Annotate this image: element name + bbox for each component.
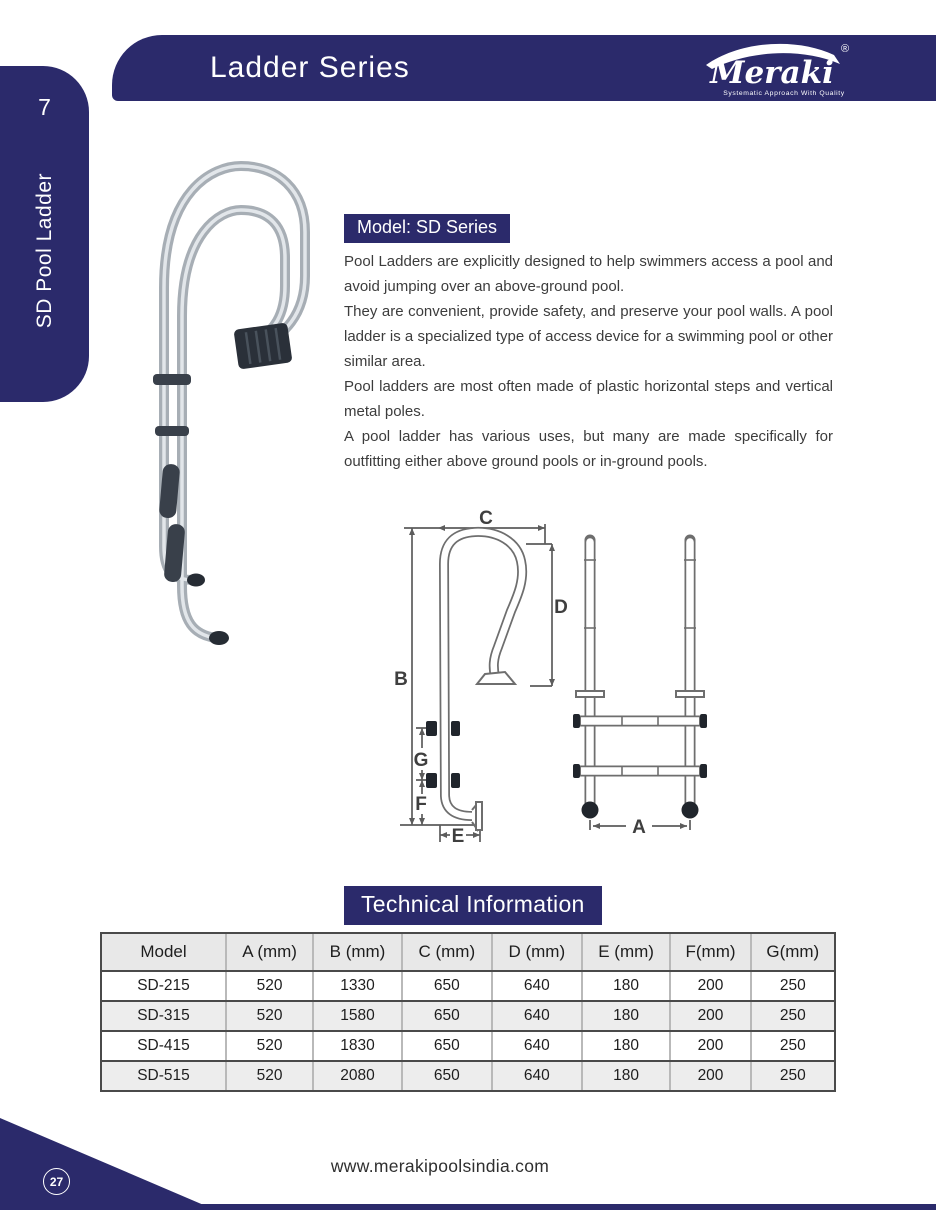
- header-row: [101, 933, 835, 971]
- dim-label-f: F: [415, 794, 427, 815]
- value-cell: 200: [670, 971, 750, 1001]
- description-paragraph: They are convenient, provide safety, and preserve your pool walls. A pool ladder is a specialized type of access device for a swimming pool or other similar area.: [344, 303, 833, 370]
- meraki-logo: [688, 38, 872, 100]
- model-cell: SD-215: [101, 971, 226, 1001]
- value-cell: 640: [492, 1031, 582, 1061]
- spec-table-head: [101, 933, 835, 971]
- value-cell: 180: [582, 971, 671, 1001]
- value-cell: 650: [402, 1001, 492, 1031]
- logo-brand-name: Meraki: [710, 55, 834, 91]
- dim-label-a: A: [632, 817, 646, 838]
- value-cell: 1330: [313, 971, 402, 1001]
- dim-label-c: C: [479, 508, 493, 529]
- value-cell: 520: [226, 1061, 313, 1091]
- table-row: [101, 1001, 835, 1031]
- model-cell: SD-415: [101, 1031, 226, 1061]
- dim-label-d: D: [554, 597, 568, 618]
- table-row: [101, 971, 835, 1001]
- value-cell: 200: [670, 1061, 750, 1091]
- table-header-cell: G(mm): [751, 933, 835, 971]
- dim-label-b: B: [394, 669, 408, 690]
- value-cell: 520: [226, 1031, 313, 1061]
- value-cell: 650: [402, 971, 492, 1001]
- table-header-cell: B (mm): [313, 933, 402, 971]
- value-cell: 180: [582, 1061, 671, 1091]
- value-cell: 640: [492, 1061, 582, 1091]
- page-title: Ladder Series: [210, 51, 410, 84]
- logo-tagline: Systematic Approach With Quality: [723, 90, 845, 97]
- product-photo: [120, 128, 340, 658]
- description-paragraph: Pool ladders are most often made of plastic horizontal steps and vertical metal poles.: [344, 378, 833, 420]
- table-header-cell: E (mm): [582, 933, 671, 971]
- value-cell: 520: [226, 971, 313, 1001]
- anchor-socket: [233, 322, 292, 369]
- dim-label-g: G: [413, 750, 429, 771]
- sidebar-tab: [0, 66, 89, 402]
- value-cell: 200: [670, 1031, 750, 1061]
- technical-diagram: [380, 508, 720, 858]
- table-header-cell: A (mm): [226, 933, 313, 971]
- sidebar-label-wrap: [33, 121, 57, 380]
- model-heading: Model: SD Series: [344, 214, 510, 243]
- table-header-cell: F(mm): [670, 933, 750, 971]
- value-cell: 250: [751, 1031, 835, 1061]
- value-cell: 180: [582, 1001, 671, 1031]
- dim-label-e: E: [451, 826, 465, 847]
- value-cell: 200: [670, 1001, 750, 1031]
- bottom-bar: [0, 1204, 936, 1210]
- page-number-badge: 27: [43, 1168, 70, 1195]
- table-header-cell: C (mm): [402, 933, 492, 971]
- value-cell: 650: [402, 1061, 492, 1091]
- spec-table: [100, 932, 836, 1092]
- description-paragraph: Pool Ladders are explicitly designed to help swimmers access a pool and avoid jumping over an above-ground pool.: [344, 253, 833, 295]
- value-cell: 180: [582, 1031, 671, 1061]
- model-cell: SD-515: [101, 1061, 226, 1091]
- value-cell: 250: [751, 971, 835, 1001]
- website-link[interactable]: www.merakipoolsindia.com: [330, 1156, 550, 1176]
- value-cell: 1830: [313, 1031, 402, 1061]
- sidebar-label: SD Pool Ladder: [32, 172, 56, 329]
- value-cell: 640: [492, 1001, 582, 1031]
- model-description: [344, 249, 833, 474]
- chapter-number: 7: [38, 94, 51, 120]
- spec-table-body: [101, 971, 835, 1091]
- value-cell: 640: [492, 971, 582, 1001]
- model-cell: SD-315: [101, 1001, 226, 1031]
- technical-information-heading: Technical Information: [344, 886, 602, 925]
- header-banner: [112, 35, 936, 101]
- registered-mark: ®: [840, 43, 850, 55]
- value-cell: 650: [402, 1031, 492, 1061]
- table-row: [101, 1061, 835, 1091]
- value-cell: 250: [751, 1001, 835, 1031]
- table-header-cell: D (mm): [492, 933, 582, 971]
- table-row: [101, 1031, 835, 1061]
- description-paragraph: A pool ladder has various uses, but many are made specifically for outfitting either above ground pools or in-ground pools.: [344, 428, 833, 470]
- value-cell: 520: [226, 1001, 313, 1031]
- value-cell: 2080: [313, 1061, 402, 1091]
- table-header-cell: Model: [101, 933, 226, 971]
- value-cell: 1580: [313, 1001, 402, 1031]
- value-cell: 250: [751, 1061, 835, 1091]
